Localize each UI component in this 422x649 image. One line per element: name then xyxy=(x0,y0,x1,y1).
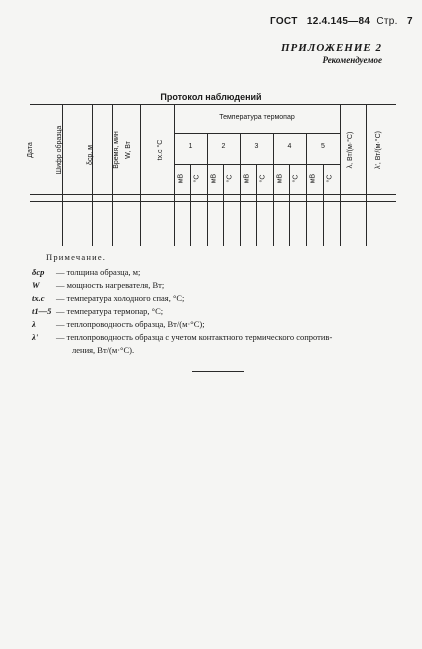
unit-divider xyxy=(323,164,324,246)
thermocouple-number-rule xyxy=(174,164,340,165)
data-top-rule xyxy=(30,201,396,202)
standard-number: 12.4.145—84 xyxy=(306,16,371,27)
col-divider xyxy=(92,104,93,246)
col-header-time: Время, мин xyxy=(113,131,120,169)
col-header-power: W, Вт xyxy=(125,141,132,159)
note-item xyxy=(32,306,163,316)
note-symbol: W xyxy=(32,280,40,290)
note-text: — мощность нагревателя, Вт; xyxy=(56,280,165,290)
group-header-thermocouples: Температура термопар xyxy=(219,114,295,121)
note-symbol: tх.с xyxy=(32,293,45,303)
col-header-thickness: δср, м xyxy=(87,145,94,165)
page-label: Стр. xyxy=(376,16,398,27)
appendix-title: ПРИЛОЖЕНИЕ 2 xyxy=(280,42,382,54)
note-text: ления, Вт/(м·°С). xyxy=(72,345,135,355)
page-header xyxy=(270,16,413,27)
note-item xyxy=(32,319,205,329)
header-bottom-rule xyxy=(30,194,396,195)
note-text: — температура термопар, °С; xyxy=(56,306,164,316)
note-symbol: λ' xyxy=(32,332,39,342)
note-item xyxy=(32,332,332,342)
end-rule xyxy=(192,371,244,372)
col-header-sample-code: Шифр образца xyxy=(56,125,63,175)
thermo-number-4: 4 xyxy=(287,143,292,150)
unit-mv: мВ xyxy=(210,173,218,184)
notes-title: Примечание. xyxy=(46,252,107,262)
thermo-number-3: 3 xyxy=(254,143,259,150)
unit-c: °С xyxy=(259,174,267,183)
unit-divider xyxy=(289,164,290,246)
note-symbol: λ xyxy=(32,319,36,329)
unit-mv: мВ xyxy=(276,173,284,184)
note-item-continuation xyxy=(72,345,134,355)
col-header-lambda-prime: λ', Вт/(м·°С) xyxy=(375,131,382,169)
thermo-number-1: 1 xyxy=(188,143,193,150)
unit-c: °С xyxy=(226,174,234,183)
col-header-date: Дата xyxy=(27,142,34,158)
unit-divider xyxy=(223,164,224,246)
note-symbol: δср xyxy=(32,267,45,277)
unit-c: °С xyxy=(292,174,300,183)
note-symbol: t1—5 xyxy=(32,306,52,316)
col-header-lambda: λ, Вт/(м·°С) xyxy=(347,131,354,169)
col-header-cold-junction: tх.с °С xyxy=(157,139,164,161)
note-text: — теплопроводность образца с учетом контактного термического сопротив- xyxy=(56,332,333,342)
table-top-rule xyxy=(30,104,396,105)
col-divider xyxy=(366,104,367,246)
thermo-number-2: 2 xyxy=(221,143,226,150)
note-text: — теплопроводность образца, Вт/(м·°С); xyxy=(56,319,205,329)
appendix-subtitle: Рекомендуемое xyxy=(322,55,382,65)
unit-mv: мВ xyxy=(177,173,185,184)
standard-label: ГОСТ xyxy=(270,16,298,27)
unit-c: °С xyxy=(326,174,334,183)
unit-mv: мВ xyxy=(309,173,317,184)
page-number: 7 xyxy=(406,16,413,27)
unit-divider xyxy=(190,164,191,246)
col-divider xyxy=(174,104,175,246)
col-divider xyxy=(140,104,141,246)
group-header-rule xyxy=(174,133,340,134)
unit-mv: мВ xyxy=(243,173,251,184)
col-divider xyxy=(340,104,341,246)
unit-c: °С xyxy=(193,174,201,183)
note-item xyxy=(32,293,184,303)
thermo-number-5: 5 xyxy=(321,143,325,150)
note-text: — температура холодного спая, °С; xyxy=(56,293,185,303)
note-item xyxy=(32,267,140,277)
unit-divider xyxy=(256,164,257,246)
table-title: Протокол наблюдений xyxy=(160,92,262,102)
note-item xyxy=(32,280,164,290)
note-text: — толщина образца, м; xyxy=(56,267,141,277)
